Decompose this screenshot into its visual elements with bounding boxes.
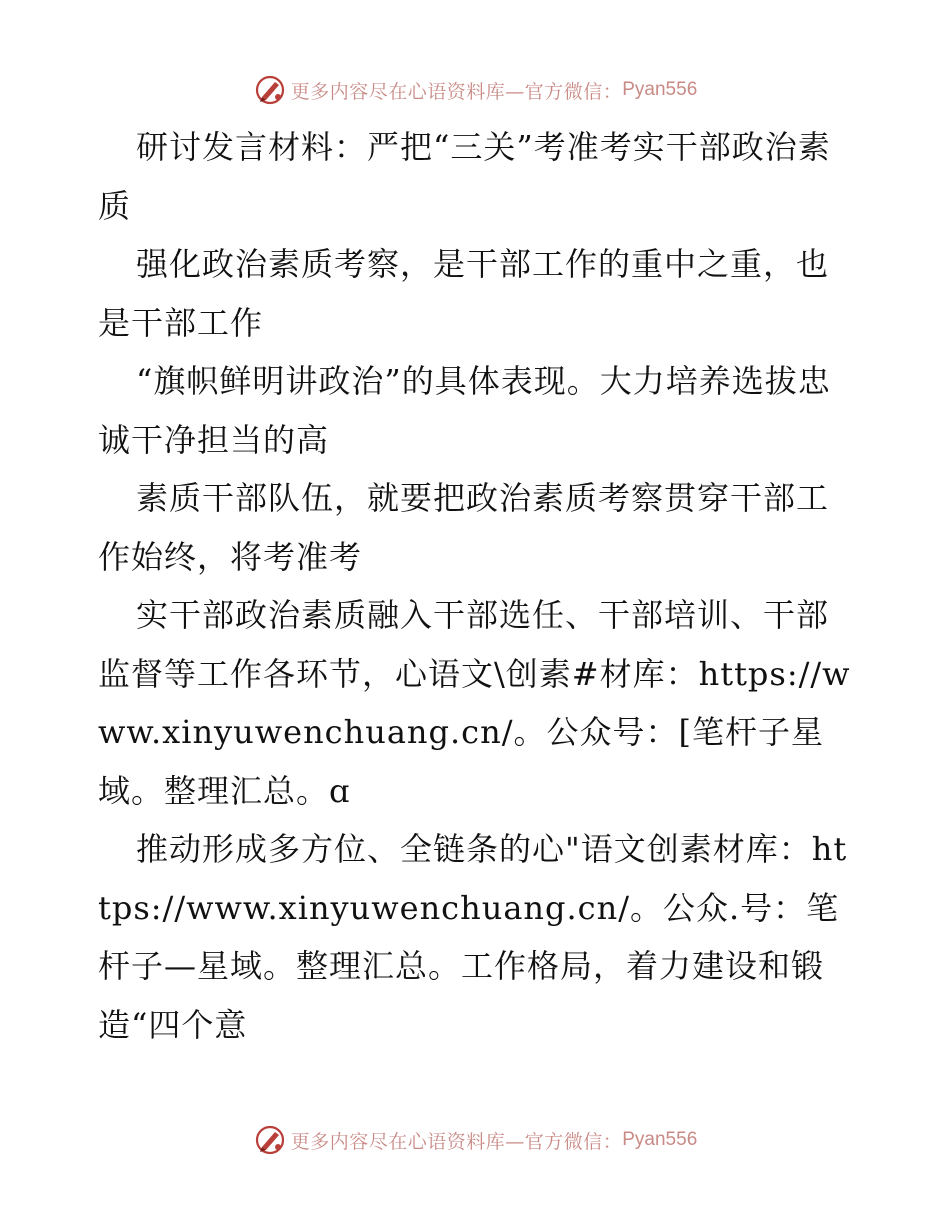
watermark-wechat-id: Pyan556 <box>622 1129 698 1150</box>
pen-logo-icon <box>253 1123 287 1157</box>
footer-watermark <box>0 1120 950 1160</box>
document-body <box>98 118 858 1054</box>
header-watermark <box>0 70 950 110</box>
paragraph: 强化政治素质考察，是干部工作的重中之重，也是干部工作 <box>98 245 830 342</box>
watermark-text: 更多内容尽在心语资料库—官方微信： <box>290 1130 623 1153</box>
paragraph: 推动形成多方位、全链条的心"语文创素材库：https://www.xinyuwenchuang.cn/。公众.号：笔杆子—星域。整理汇总。工作格局，着力建设和锻造“四个意 <box>98 830 848 1044</box>
document-title: 研讨发言材料：严把“三关”考准考实干部政治素质 <box>98 128 831 225</box>
paragraph: 素质干部队伍，就要把政治素质考察贯穿干部工作始终，将考准考 <box>98 479 830 576</box>
paragraph: “旗帜鲜明讲政治”的具体表现。大力培养选拔忠诚干净担当的高 <box>98 362 831 459</box>
pen-logo-icon <box>253 73 287 107</box>
watermark-wechat-id: Pyan556 <box>622 79 698 100</box>
watermark-text: 更多内容尽在心语资料库—官方微信： <box>290 80 623 103</box>
paragraph: 实干部政治素质融入干部选任、干部培训、干部监督等工作各环节，心语文\创素#材库：https://www.xinyuwenchuang.cn/。公众号：[笔杆子星域。整理汇总。ɑ <box>98 596 851 810</box>
